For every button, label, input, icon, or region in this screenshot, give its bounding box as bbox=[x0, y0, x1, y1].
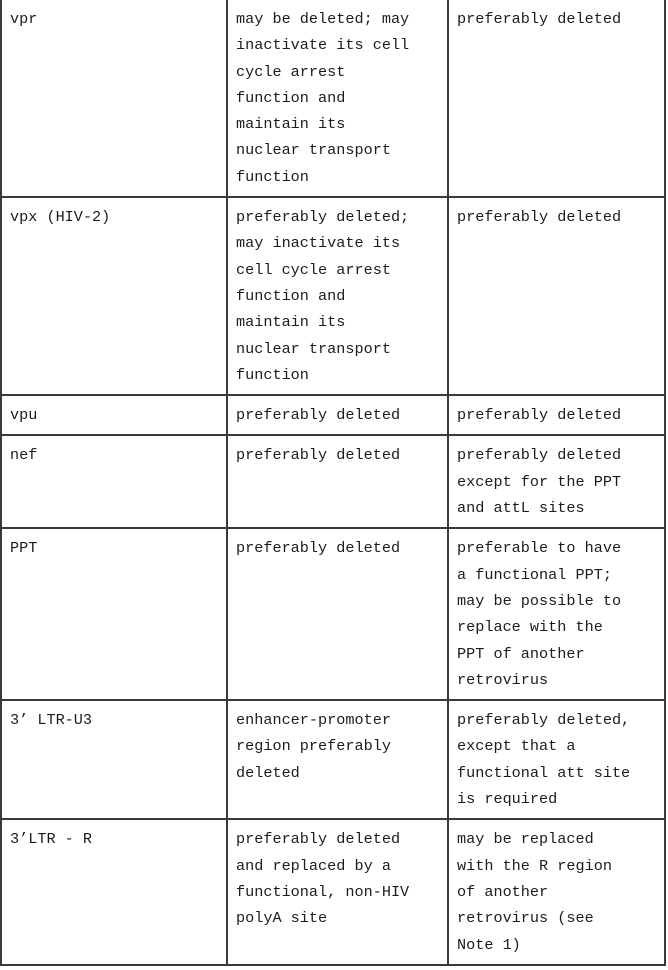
recommendation-cell: preferably deleted except for the PPT and attL sites bbox=[448, 435, 665, 528]
gene-cell: vpr bbox=[1, 0, 227, 197]
gene-cell: vpu bbox=[1, 395, 227, 435]
table-row-vpx bbox=[1, 197, 665, 395]
recommendation-cell: preferable to have a functional PPT; may be possible to replace with the PPT of another retrovirus bbox=[448, 528, 665, 700]
recommendation-cell: preferably deleted bbox=[448, 395, 665, 435]
table-row-vpu bbox=[1, 395, 665, 435]
recommendation-cell: preferably deleted bbox=[448, 0, 665, 197]
modification-cell: preferably deleted and replaced by a functional, non-HIV polyA site bbox=[227, 819, 448, 964]
recommendation-cell: preferably deleted, except that a functional att site is required bbox=[448, 700, 665, 819]
modification-cell: preferably deleted bbox=[227, 528, 448, 700]
gene-cell: nef bbox=[1, 435, 227, 528]
table-row-ppt bbox=[1, 528, 665, 700]
gene-cell: vpx (HIV-2) bbox=[1, 197, 227, 395]
table-row-vpr bbox=[1, 0, 665, 197]
gene-cell: 3’ LTR-U3 bbox=[1, 700, 227, 819]
table-row-nef bbox=[1, 435, 665, 528]
gene-cell: 3’LTR - R bbox=[1, 819, 227, 964]
recommendation-cell: preferably deleted bbox=[448, 197, 665, 395]
table-row-3-ltr-r bbox=[1, 819, 665, 964]
table-row-3-ltr-u3 bbox=[1, 700, 665, 819]
modification-cell: enhancer-promoter region preferably deleted bbox=[227, 700, 448, 819]
gene-cell: PPT bbox=[1, 528, 227, 700]
modification-cell: may be deleted; may inactivate its cell cycle arrest function and maintain its nuclear transport function bbox=[227, 0, 448, 197]
modification-cell: preferably deleted bbox=[227, 435, 448, 528]
modification-cell: preferably deleted bbox=[227, 395, 448, 435]
modification-cell: preferably deleted; may inactivate its cell cycle arrest function and maintain its nuclear transport function bbox=[227, 197, 448, 395]
recommendation-cell: may be replaced with the R region of another retrovirus (see Note 1) bbox=[448, 819, 665, 964]
